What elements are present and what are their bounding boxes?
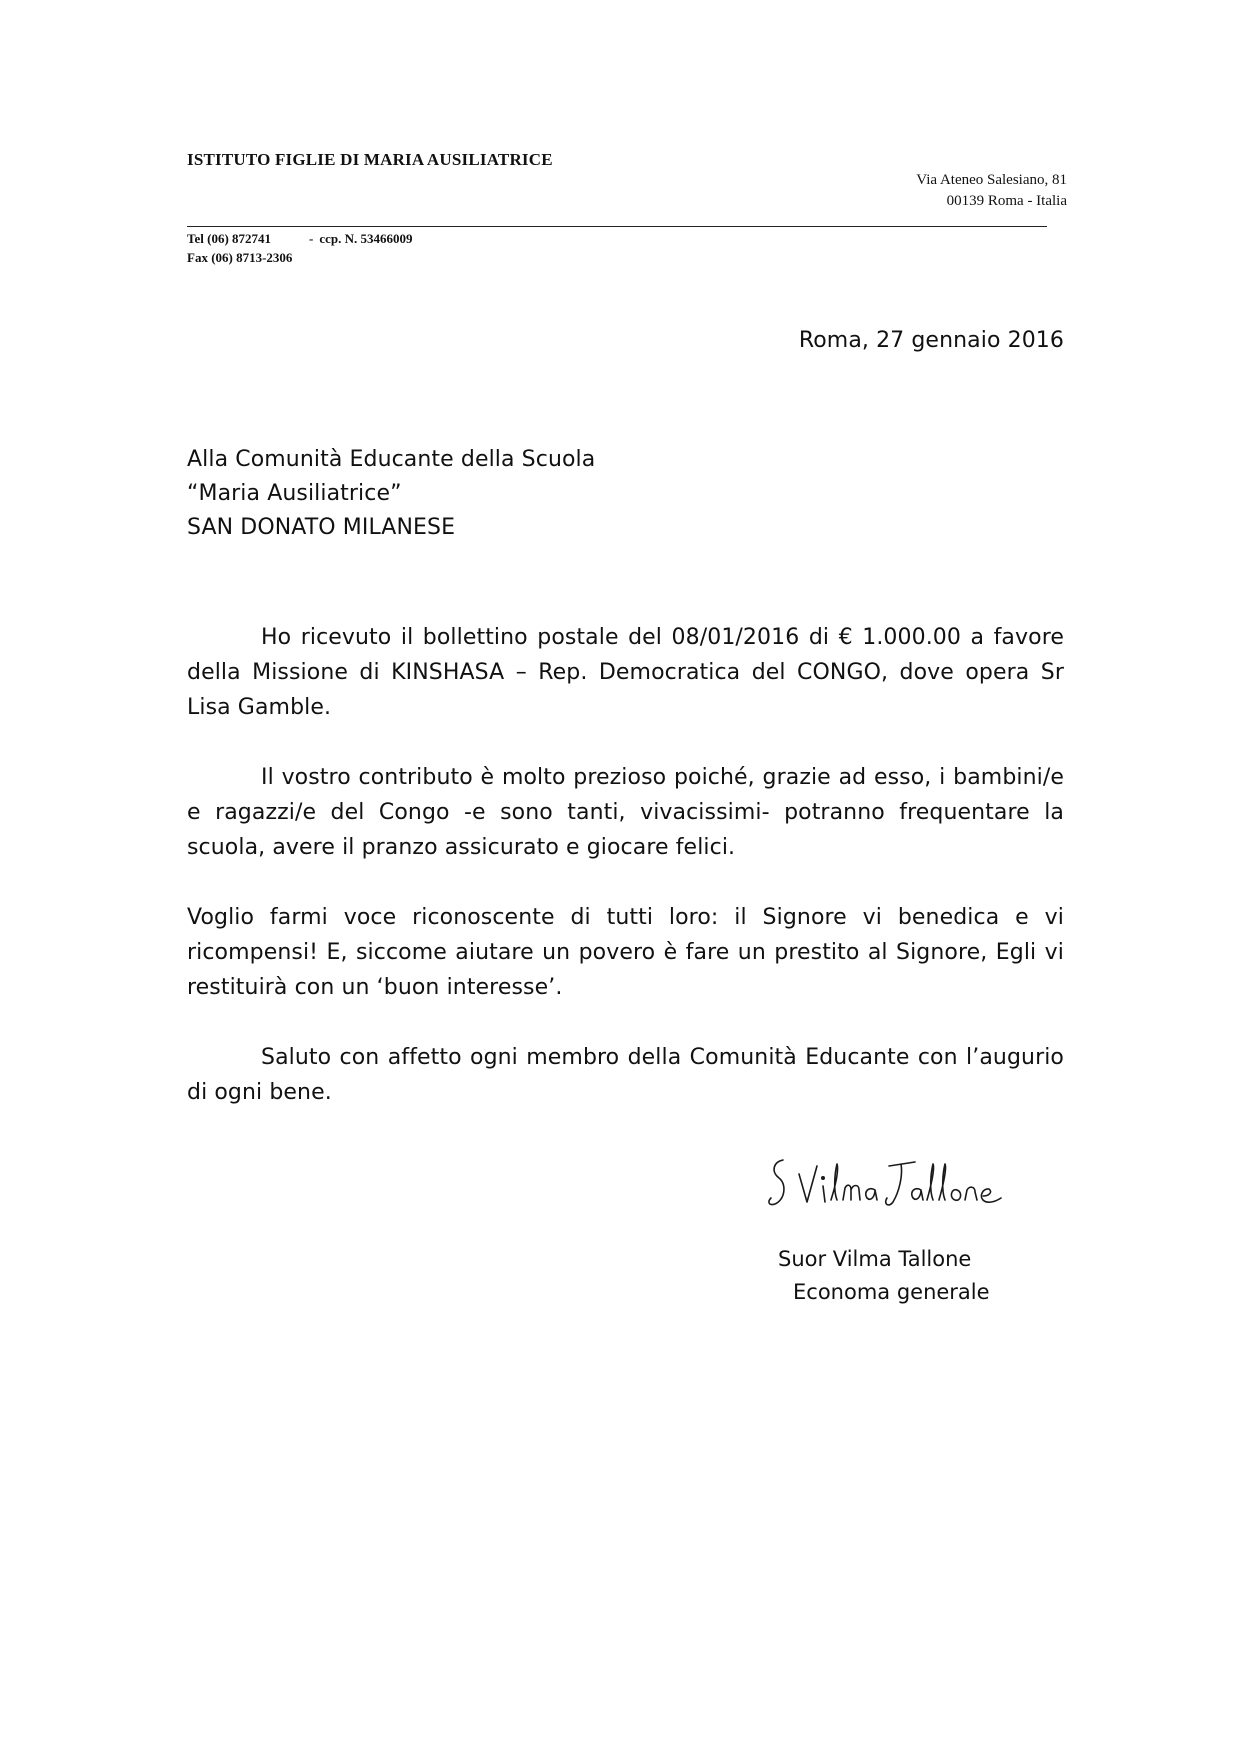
body-paragraph: Ho ricevuto il bollettino postale del 08/01/2016 di € 1.000.00 a favore della Missione di KINSHASA – Rep. Democratica del CONGO, dove opera Sr Lisa Gamble. bbox=[187, 625, 1064, 720]
contact-line-tel bbox=[187, 229, 413, 248]
letter-body bbox=[187, 620, 1064, 1145]
recipient-line: Alla Comunità Educante della Scuola bbox=[187, 447, 596, 472]
signer-role: Economa generale bbox=[793, 1280, 990, 1304]
signer-name: Suor Vilma Tallone bbox=[778, 1247, 972, 1271]
organization-address bbox=[916, 170, 1067, 212]
body-paragraph: Voglio farmi voce riconoscente di tutti loro: il Signore vi benedica e vi ricompensi! E, siccome aiutare un povero è fare un prestito al Signore, Egli vi restituirà con un ‘buon interesse’. bbox=[187, 905, 1064, 1000]
postal-account-number: ccp. N. 53466009 bbox=[319, 231, 413, 246]
recipient-line: SAN DONATO MILANESE bbox=[187, 515, 456, 540]
letter-date: Roma, 27 gennaio 2016 bbox=[798, 328, 1064, 353]
contact-separator: - bbox=[309, 231, 314, 246]
body-paragraph: Il vostro contributo è molto prezioso poiché, grazie ad esso, i bambini/e e ragazzi/e del Congo -e sono tanti, vivacissimi- potranno frequentare la scuola, avere il pranzo assicurato e giocare felici. bbox=[187, 765, 1064, 860]
telephone-number: Tel (06) 872741 bbox=[187, 231, 272, 246]
signer-block bbox=[778, 1243, 990, 1309]
fax-number: Fax (06) 8713-2306 bbox=[187, 250, 293, 265]
letterhead-divider bbox=[187, 226, 1047, 227]
recipient-line: “Maria Ausiliatrice” bbox=[187, 481, 402, 506]
address-line-street: Via Ateneo Salesiano, 81 bbox=[916, 172, 1067, 188]
organization-name: ISTITUTO FIGLIE DI MARIA AUSILIATRICE bbox=[187, 150, 553, 169]
address-line-city: 00139 Roma - Italia bbox=[946, 193, 1067, 209]
handwritten-signature bbox=[765, 1152, 1025, 1222]
recipient-block bbox=[187, 443, 595, 545]
contact-info bbox=[187, 229, 413, 267]
body-paragraph: Saluto con affetto ogni membro della Comunità Educante con l’augurio di ogni bene. bbox=[187, 1045, 1064, 1105]
